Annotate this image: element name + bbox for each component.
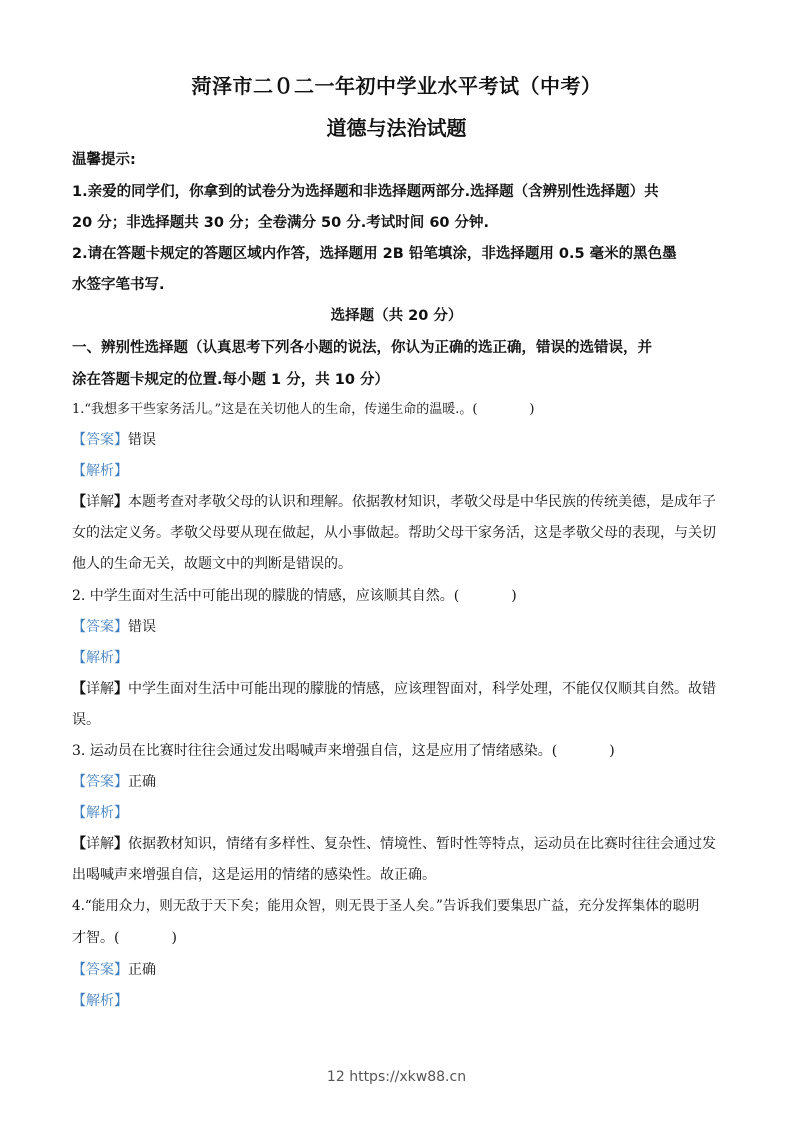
question-2-detail-line-2: 误。 bbox=[72, 712, 100, 728]
detail-text: 中学生面对生活中可能出现的朦胧的情感，应该理智面对，科学处理，不能仅仅顺其自然。故错 bbox=[128, 681, 716, 697]
paren-close: ) bbox=[529, 402, 535, 417]
question-1-detail-line-2: 女的法定义务。孝敬父母要从现在做起，从小事做起。帮助父母干家务活，这是孝敬父母的表现，与关切 bbox=[72, 525, 716, 541]
answer-label: 答案 bbox=[86, 774, 114, 790]
question-3-text: 3. 运动员在比赛时往往会通过发出喝喊声来增强自信，这是应用了情绪感染。( bbox=[72, 743, 558, 759]
question-4-text: 才智。( bbox=[72, 930, 120, 946]
question-4-stem-line-1: 4.“能用众力，则无敌于天下矣；能用众智，则无畏于圣人矣。”告诉我们要集思广益，充分发挥集体的聪明 bbox=[72, 898, 700, 914]
answer-label-open: 【 bbox=[72, 432, 86, 448]
paren-close: ) bbox=[609, 743, 615, 759]
question-2-analysis-label: 【解析】 bbox=[72, 650, 128, 666]
exam-title: 菏泽市二０二一年初中学业水平考试（中考） bbox=[191, 74, 602, 98]
part1-instructions-line-1: 一、辨别性选择题（认真思考下列各小题的说法，你认为正确的选正确，错误的选错误，并 bbox=[72, 340, 652, 356]
question-2-answer bbox=[72, 617, 733, 637]
part1-instructions-line-2: 涂在答题卡规定的位置.每小题 1 分，共 10 分） bbox=[72, 372, 389, 388]
answer-label-open: 【 bbox=[72, 962, 86, 978]
notice-item-1-line-2: 20 分；非选择题共 30 分；全卷满分 50 分.考试时间 60 分钟. bbox=[72, 215, 490, 231]
footer-url[interactable]: https://xkw88.cn bbox=[349, 1069, 467, 1085]
answer-label-close: 】 bbox=[114, 962, 128, 978]
answer-label-open: 【 bbox=[72, 619, 86, 635]
question-2-detail-line-1 bbox=[72, 679, 733, 699]
detail-label: 详解 bbox=[86, 681, 114, 697]
page-footer bbox=[0, 1069, 793, 1085]
question-2-stem bbox=[72, 586, 733, 606]
answer-label: 答案 bbox=[86, 432, 114, 448]
question-1-detail-line-3: 他人的生命无关，故题文中的判断是错误的。 bbox=[72, 556, 352, 572]
question-1-detail-line-1 bbox=[72, 492, 733, 512]
notice-heading: 温馨提示: bbox=[72, 152, 136, 168]
question-1-stem bbox=[72, 400, 733, 420]
notice-item-1-line-1: 1.亲爱的同学们，你拿到的试卷分为选择题和非选择题两部分.选择题（含辨别性选择题）共 bbox=[72, 184, 659, 200]
answer-value: 错误 bbox=[128, 432, 156, 448]
answer-label: 答案 bbox=[86, 962, 114, 978]
detail-text: 本题考查对孝敬父母的认识和理解。依据教材知识，孝敬父母是中华民族的传统美德，是成年子 bbox=[128, 494, 716, 510]
answer-label-close: 】 bbox=[114, 619, 128, 635]
detail-label-close: 】 bbox=[114, 494, 128, 510]
paren-close: ) bbox=[511, 588, 517, 604]
answer-label-close: 】 bbox=[114, 774, 128, 790]
question-4-stem-line-2 bbox=[72, 928, 733, 948]
detail-label: 详解 bbox=[86, 494, 114, 510]
question-3-detail-line-1 bbox=[72, 834, 733, 854]
question-1-analysis-label: 【解析】 bbox=[72, 463, 128, 479]
detail-label-open: 【 bbox=[72, 836, 86, 852]
question-1-answer bbox=[72, 430, 733, 450]
notice-item-2-line-1: 2.请在答题卡规定的答题区域内作答，选择题用 2B 铅笔填涂，非选择题用 0.5 毫米的黑色墨 bbox=[72, 246, 677, 262]
question-2-text: 2. 中学生面对生活中可能出现的朦胧的情感，应该顺其自然。( bbox=[72, 588, 460, 604]
answer-label-open: 【 bbox=[72, 774, 86, 790]
detail-label: 详解 bbox=[86, 836, 114, 852]
question-3-answer bbox=[72, 772, 733, 792]
answer-value: 错误 bbox=[128, 619, 156, 635]
section-heading: 选择题（共 20 分） bbox=[330, 308, 463, 324]
answer-value: 正确 bbox=[128, 774, 156, 790]
detail-label-close: 】 bbox=[114, 836, 128, 852]
question-3-detail-line-2: 出喝喊声来增强自信，这是运用的情绪的感染性。故正确。 bbox=[72, 867, 436, 883]
answer-label-close: 】 bbox=[114, 432, 128, 448]
page-number: 12 bbox=[326, 1069, 345, 1085]
exam-subtitle: 道德与法治试题 bbox=[326, 116, 467, 140]
detail-text: 依据教材知识，情绪有多样性、复杂性、情境性、暂时性等特点，运动员在比赛时往往会通过发 bbox=[128, 836, 716, 852]
notice-item-2-line-2: 水签字笔书写. bbox=[72, 277, 165, 293]
question-4-answer bbox=[72, 960, 733, 980]
question-3-stem bbox=[72, 741, 733, 761]
question-3-analysis-label: 【解析】 bbox=[72, 805, 128, 821]
question-1-text: 1.“我想多干些家务活儿。”这是在关切他人的生命，传递生命的温暖.。( bbox=[72, 402, 478, 417]
detail-label-open: 【 bbox=[72, 681, 86, 697]
question-4-analysis-label: 【解析】 bbox=[72, 993, 128, 1009]
detail-label-close: 】 bbox=[114, 681, 128, 697]
detail-label-open: 【 bbox=[72, 494, 86, 510]
answer-label: 答案 bbox=[86, 619, 114, 635]
answer-value: 正确 bbox=[128, 962, 156, 978]
paren-close: ) bbox=[171, 930, 177, 946]
